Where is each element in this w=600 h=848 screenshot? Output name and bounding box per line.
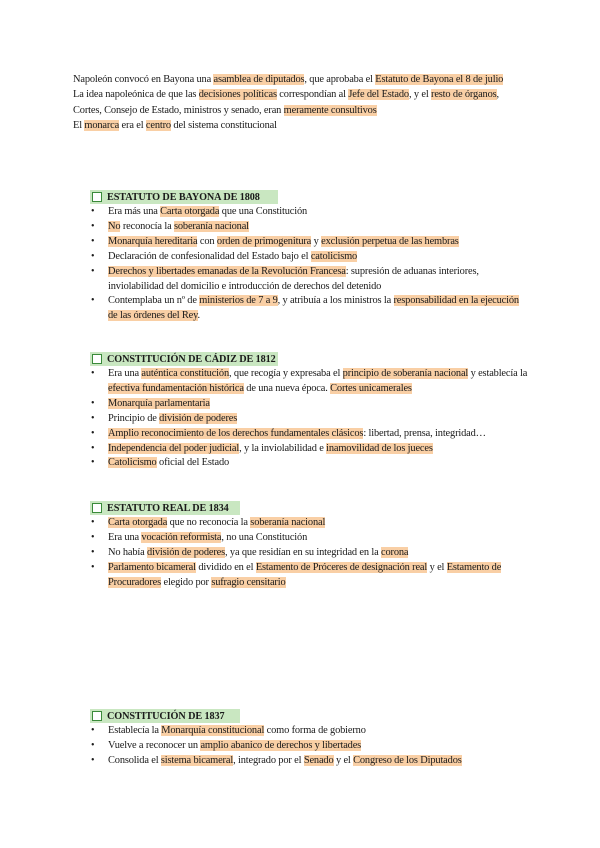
section-constitucion-cadiz bbox=[90, 352, 530, 471]
list-item bbox=[90, 205, 530, 220]
highlighted-text: Derechos y libertades emanadas de la Revolución Francesa bbox=[108, 265, 346, 277]
highlighted-text: Carta otorgada bbox=[160, 206, 220, 217]
text-run: , no una Constitución bbox=[221, 531, 308, 543]
text-run: : supresión de aduanas interiores, inviolabilidad del domicilio e introducción de derechos del detenido bbox=[108, 265, 479, 292]
list-item bbox=[90, 456, 530, 471]
list-item bbox=[90, 294, 530, 324]
text-run: . bbox=[197, 310, 200, 322]
text-run: que no reconocía la bbox=[167, 517, 251, 528]
text-run: como forma de gobierno bbox=[264, 725, 366, 736]
section-heading bbox=[90, 709, 240, 723]
highlighted-text: exclusión perpetua de las hembras bbox=[321, 235, 459, 247]
highlighted-text: Cortes unicamerales bbox=[330, 382, 412, 394]
text-run: dividido en el bbox=[195, 561, 256, 573]
text-run: y bbox=[311, 235, 322, 247]
text-run: , y el bbox=[408, 89, 432, 101]
highlighted-text: catolicismo bbox=[310, 250, 358, 262]
highlighted-text: meramente consultivos bbox=[283, 104, 377, 116]
highlighted-text: ministerios de 7 a 9 bbox=[199, 295, 278, 307]
highlighted-text: corona bbox=[381, 546, 409, 558]
text-run: Principio de bbox=[108, 412, 160, 424]
highlighted-text: amplio abanico de derechos y libertades bbox=[200, 739, 362, 751]
section-title: ESTATUTO DE BAYONA DE 1808 bbox=[107, 191, 260, 203]
highlighted-text: Estatuto de Bayona el 8 de julio bbox=[375, 74, 504, 85]
text-run: Vuelve a reconocer un bbox=[108, 739, 201, 751]
section-heading bbox=[90, 501, 240, 515]
list-item bbox=[90, 397, 530, 412]
highlighted-text: Monarquía parlamentaria bbox=[108, 397, 210, 409]
list-item bbox=[90, 531, 530, 546]
section-heading bbox=[90, 190, 278, 204]
section-title: CONSTITUCIÓN DE CÁDIZ DE 1812 bbox=[107, 353, 276, 365]
intro-block bbox=[73, 72, 528, 133]
section-constitucion-1837 bbox=[90, 709, 530, 769]
text-run: , integrado por el bbox=[233, 754, 304, 766]
text-run: Era una bbox=[108, 368, 142, 379]
text-run: Napoleón convocó en Bayona una bbox=[73, 74, 214, 85]
highlighted-text: Estamento de Próceres de designación real bbox=[255, 561, 428, 573]
list-item bbox=[90, 724, 530, 739]
highlighted-text: monarca bbox=[84, 119, 120, 131]
text-run: correspondían al bbox=[276, 89, 349, 101]
highlighted-text: división de poderes bbox=[147, 546, 225, 558]
intro-paragraph bbox=[73, 118, 528, 133]
text-run: No había bbox=[108, 546, 148, 558]
list-item bbox=[90, 220, 530, 235]
highlighted-text: Monarquía hereditaria bbox=[108, 235, 198, 247]
list-item bbox=[90, 367, 530, 397]
intro-paragraph bbox=[73, 87, 528, 118]
section-estatuto-bayona bbox=[90, 190, 530, 324]
highlighted-text: Senado bbox=[303, 754, 334, 766]
highlighted-text: soberanía nacional bbox=[250, 517, 326, 528]
list-item bbox=[90, 546, 530, 561]
section-heading bbox=[90, 352, 278, 366]
checkbox-icon[interactable] bbox=[92, 711, 102, 721]
text-run: , ya que residían en su integridad en la bbox=[225, 546, 382, 558]
list-item bbox=[90, 265, 530, 295]
bullet-list bbox=[90, 205, 530, 324]
list-item bbox=[90, 235, 530, 250]
bullet-list bbox=[90, 516, 530, 591]
highlighted-text: vocación reformista bbox=[141, 531, 222, 543]
list-item bbox=[90, 442, 530, 457]
list-item bbox=[90, 739, 530, 754]
highlighted-text: Jefe del Estado bbox=[348, 89, 409, 101]
highlighted-text: auténtica constitución bbox=[141, 368, 230, 379]
bullet-list bbox=[90, 367, 530, 471]
section-title: ESTATUTO REAL DE 1834 bbox=[107, 502, 229, 514]
text-run: del sistema constitucional bbox=[170, 119, 277, 131]
text-run: , que recogía y expresaba el bbox=[229, 368, 343, 379]
highlighted-text: Estamento de Procuradores bbox=[108, 561, 502, 588]
text-run: El bbox=[73, 119, 85, 131]
highlighted-text: responsabilidad en la ejecución de las órdenes del Rey bbox=[108, 295, 519, 322]
highlighted-text: Catolicismo bbox=[108, 457, 157, 469]
highlighted-text: orden de primogenitura bbox=[216, 235, 312, 247]
highlighted-text: Amplio reconocimiento de los derechos fundamentales clásicos bbox=[108, 427, 364, 439]
list-item bbox=[90, 427, 530, 442]
text-run: , y atribuía a los ministros la bbox=[277, 295, 394, 307]
highlighted-text: decisiones políticas bbox=[198, 89, 277, 101]
highlighted-text: Carta otorgada bbox=[108, 517, 168, 528]
highlighted-text: efectiva fundamentación histórica bbox=[108, 382, 244, 394]
section-estatuto-real bbox=[90, 501, 530, 591]
text-run: oficial del Estado bbox=[156, 457, 230, 469]
highlighted-text: Independencia del poder judicial bbox=[108, 442, 240, 454]
text-run: Era más una bbox=[108, 206, 161, 217]
text-run: Establecía la bbox=[108, 725, 162, 736]
section-title: CONSTITUCIÓN DE 1837 bbox=[107, 710, 225, 722]
text-run: : libertad, prensa, integridad… bbox=[363, 427, 486, 439]
highlighted-text: inamovilidad de los jueces bbox=[326, 442, 433, 454]
highlighted-text: Monarquía constitucional bbox=[161, 725, 265, 736]
list-item bbox=[90, 516, 530, 531]
text-run: , y la inviolabilidad e bbox=[239, 442, 327, 454]
text-run: Declaración de confesionalidad del Estado bajo el bbox=[108, 250, 311, 262]
checkbox-icon[interactable] bbox=[92, 354, 102, 364]
list-item bbox=[90, 412, 530, 427]
highlighted-text: Congreso de los Diputados bbox=[353, 754, 462, 766]
text-run: , Cortes, Consejo de Estado, ministros y senado, eran bbox=[73, 89, 499, 116]
highlighted-text: sufragio censitario bbox=[211, 576, 286, 588]
highlighted-text: No bbox=[108, 220, 121, 232]
highlighted-text: asamblea de diputados bbox=[213, 74, 305, 85]
highlighted-text: centro bbox=[145, 119, 171, 131]
text-run: y el bbox=[333, 754, 354, 766]
list-item bbox=[90, 250, 530, 265]
highlighted-text: resto de órganos bbox=[431, 89, 497, 101]
text-run: Era una bbox=[108, 531, 142, 543]
text-run: que una Constitución bbox=[219, 206, 308, 217]
text-run: era el bbox=[119, 119, 146, 131]
text-run: Consolida el bbox=[108, 754, 161, 766]
highlighted-text: Parlamento bicameral bbox=[108, 561, 196, 573]
checkbox-icon[interactable] bbox=[92, 503, 102, 513]
text-run: y establecía la bbox=[468, 368, 528, 379]
text-run: y el bbox=[427, 561, 447, 573]
checkbox-icon[interactable] bbox=[92, 192, 102, 202]
text-run: elegido por bbox=[161, 576, 212, 588]
text-run: , que aprobaba el bbox=[304, 74, 376, 85]
text-run: con bbox=[197, 235, 217, 247]
text-run: La idea napoleónica de que las bbox=[73, 89, 199, 101]
list-item bbox=[90, 561, 530, 591]
text-run: Contemplaba un nº de bbox=[108, 295, 200, 307]
highlighted-text: principio de soberanía nacional bbox=[342, 368, 469, 379]
highlighted-text: división de poderes bbox=[159, 412, 238, 424]
highlighted-text: sistema bicameral bbox=[160, 754, 234, 766]
list-item bbox=[90, 754, 530, 769]
text-run: reconocía la bbox=[120, 220, 174, 232]
highlighted-text: soberanía nacional bbox=[173, 220, 249, 232]
text-run: de una nueva época. bbox=[243, 382, 331, 394]
bullet-list bbox=[90, 724, 530, 769]
intro-paragraph bbox=[73, 72, 528, 87]
